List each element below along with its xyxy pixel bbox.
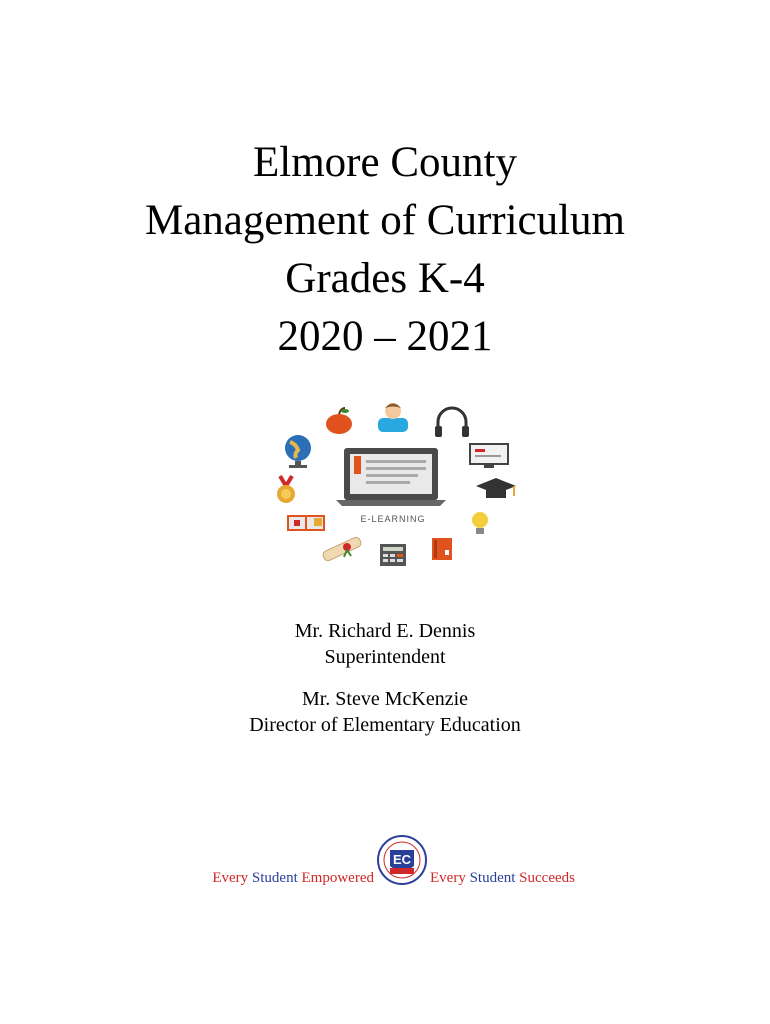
apple-icon xyxy=(326,408,352,434)
superintendent-name: Mr. Richard E. Dennis xyxy=(294,620,476,642)
director-role: Director of Elementary Education xyxy=(249,714,521,736)
motto-right-word-every: Every xyxy=(430,870,466,886)
lightbulb-icon xyxy=(472,512,488,534)
graduation-cap-icon xyxy=(476,478,516,498)
laptop-icon xyxy=(336,448,446,506)
document-title xyxy=(0,134,770,366)
director-block xyxy=(0,686,770,738)
student-avatar-icon xyxy=(378,403,408,432)
motto-right-word-succeeds: Succeeds xyxy=(519,870,575,886)
title-line-subject: Management of Curriculum xyxy=(144,197,626,244)
open-book-icon xyxy=(288,516,324,530)
calculator-icon xyxy=(380,544,406,566)
diploma-icon xyxy=(322,536,362,562)
motto-left-word-student: Student xyxy=(251,870,298,886)
title-line-county: Elmore County xyxy=(253,139,517,186)
motto-right xyxy=(430,870,575,887)
superintendent-block xyxy=(0,618,770,670)
medal-icon xyxy=(277,476,295,503)
motto-footer xyxy=(0,832,770,896)
globe-icon xyxy=(285,435,311,468)
motto-right-word-student: Student xyxy=(469,870,516,886)
title-line-year: 2020 – 2021 xyxy=(277,313,493,360)
title-line-grades: Grades K-4 xyxy=(285,255,485,302)
book-icon xyxy=(432,538,452,560)
county-seal-logo xyxy=(376,832,428,892)
e-learning-label: E-LEARNING xyxy=(360,514,426,524)
motto-left-word-empowered: Empowered xyxy=(301,870,374,886)
director-name: Mr. Steve McKenzie xyxy=(301,688,469,710)
e-learning-illustration xyxy=(270,398,520,574)
superintendent-role: Superintendent xyxy=(324,646,446,668)
staff-list xyxy=(0,618,770,754)
motto-left xyxy=(212,870,374,887)
headphones-icon xyxy=(435,408,469,437)
motto-left-word-every: Every xyxy=(212,870,249,886)
seal-letters: EC xyxy=(392,852,412,867)
monitor-icon xyxy=(470,444,508,468)
